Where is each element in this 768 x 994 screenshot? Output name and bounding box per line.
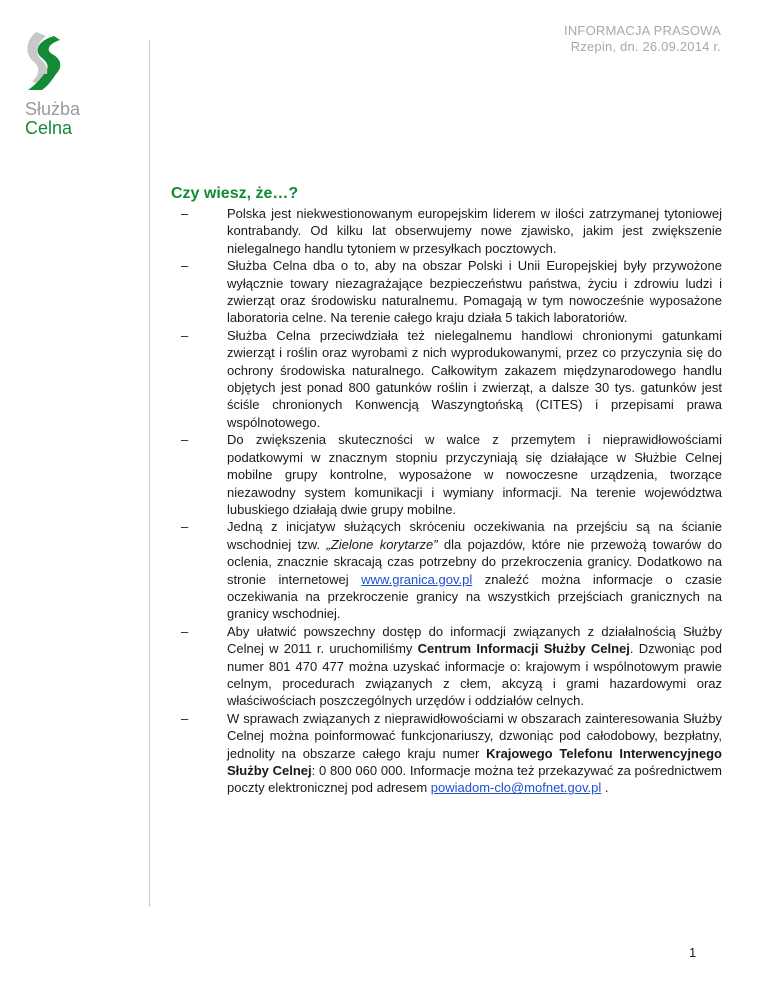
list-item [181,518,722,622]
list-item-text: Polska jest niekwestionowanym europejskim liderem w ilości zatrzymanej tytoniowej kontrabandy. Od kilku lat obserwujemy nowe zjawisko, jakim jest zwiększenie nielegalnego handlu tytoniem w przesyłkach pocztowych. [227,206,722,256]
press-header [564,23,721,55]
bullet-dash: – [181,258,189,274]
list-item [181,205,722,257]
bullet-dash: – [181,623,189,639]
page-number: 1 [689,945,697,960]
vertical-divider [149,40,150,907]
granica-link[interactable]: www.granica.gov.pl [361,571,473,587]
brand-name [25,100,80,138]
list-item-text: dla pojazdów, które nie przewożą towarów do oclenia, znacznie skracają czas potrzebny do przekroczenia granicy. Dodatkowo na stronie internetowej [227,536,722,587]
list-item [181,710,722,797]
customs-logo [20,30,90,92]
list-item-text: . Dzwoniąc pod numer 801 470 477 można uzyskać informacje o: krajowym i wspólnotowym prawie celnym, procedurach związanych z cłem, akcyzą i grami hazardowymi oraz właściwościach poszczególnych urzędów i oddziałów celnych. [227,641,722,709]
press-label: INFORMACJA PRASOWA [564,23,721,38]
list-item-text: Do zwiększenia skuteczności w walce z przemytem i nieprawidłowościami podatkowymi w znacznym stopniu przyczyniają się działające w Służbie Celnej mobilne grupy kontrolne, wyposażone w nowoczesne urządzenia, tworzące niezawodny system komunikacji i wymiany informacji. Na terenie województwa lubuskiego działają dwie grupy mobilne. [227,432,722,517]
list-item [181,623,722,710]
facts-list [181,205,722,797]
list-item-text: Służba Celna dba o to, aby na obszar Polski i Unii Europejskiej były przywożone wyłącznie towary niezagrażające bezpieczeństwu państwa, życiu i zdrowiu ludzi i zwierząt oraz środowisku naturalnemu. Pomagają w tym nowocześnie wyposażone laboratoria celne. Na terenie całego kraju działa 5 takich laboratoriów. [227,258,722,326]
bullet-dash: – [181,519,189,535]
list-item-text: : 0 800 060 000. Informacje można też przekazywać za pośrednictwem poczty elektronicznej pod adresem [227,763,722,796]
list-item-text: . [601,780,609,796]
list-item [181,431,722,518]
hotline-name: Krajowego Telefonu Interwencyjnego Służby Celnej [227,745,722,778]
list-item-text: Aby ułatwić powszechny dostęp do informacji związanych z działalnością Służby Celnej w 2011 r. uruchomiliśmy [227,623,722,657]
list-item-text: Służba Celna przeciwdziała też nielegalnemu handlowi chronionymi gatunkami zwierząt i roślin oraz wyrobami z nich wyprodukowanymi, przez co przyczynia się do ochrony środowiska naturalnego. Całkowitym zakazem międzynarodowego handlu objętych jest ponad 800 gatunków roślin i zwierząt, a dalsze 30 tys. gatunków jest ściśle chronionych Konwencją Waszyngtońską (CITES) i przepisami prawa wspólnotowego. [227,327,722,430]
list-item-text: W sprawach związanych z nieprawidłowościami w obszarach zainteresowania Służby Celnej można poinformować funkcjonariuszy, dzwoniąc pod całodobowy, bezpłatny, jednolity na obszarze całego kraju numer [227,710,722,761]
list-item-text: Jedną z inicjatyw służących skróceniu oczekiwania na przejściu są na ścianie wschodniej tzw. [227,519,722,552]
green-corridors-term: „Zielone korytarze” [326,536,438,552]
section-title: Czy wiesz, że…? [171,185,299,202]
facts-list-container [181,205,722,797]
brand-line-2: Celna [25,118,73,138]
bullet-dash: – [181,206,189,221]
list-item-text: znaleźć można informacje o czasie oczekiwania na przekroczenie granicy na wszystkich przejściach granicznych na granicy wschodniej. [227,571,722,622]
bullet-dash: – [181,327,189,343]
list-item [181,257,722,327]
email-link[interactable]: powiadom-clo@mofnet.gov.pl [430,780,602,796]
brand-line-1: Służba [25,99,81,119]
bullet-dash: – [181,432,189,448]
customs-logo-icon [20,30,70,92]
bullet-dash: – [181,710,189,726]
press-date: Rzepin, dn. 26.09.2014 r. [570,39,721,54]
info-center-name: Centrum Informacji Służby Celnej [417,641,630,657]
list-item [181,327,722,431]
